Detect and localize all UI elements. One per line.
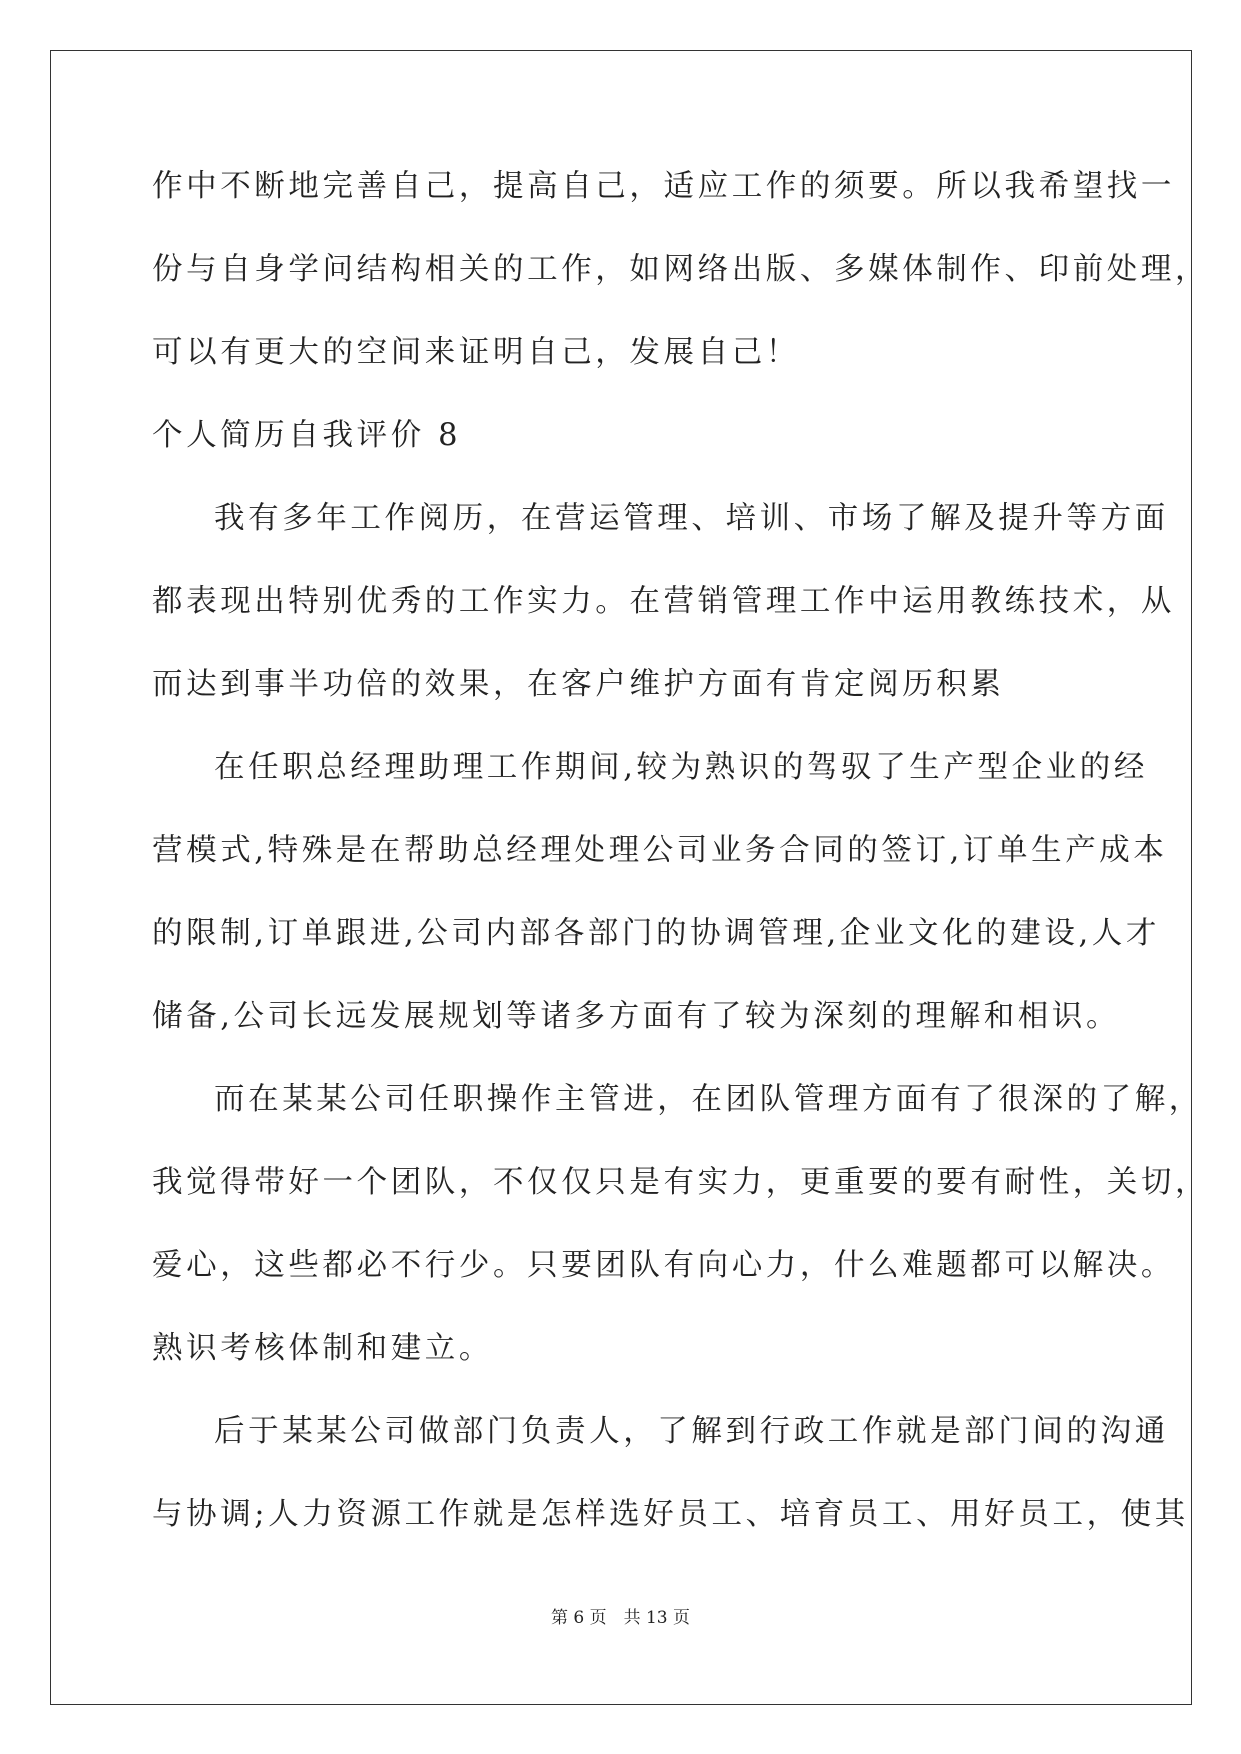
body-line: 作中不断地完善自己，提高自己，适应工作的须要。所以我希望找一 (152, 169, 1175, 204)
body-line: 熟识考核体制和建立。 (152, 1331, 493, 1366)
document-body (152, 165, 1210, 1576)
section-heading: 个人简历自我评价 8 (152, 418, 462, 453)
body-line: 的限制,订单跟进,公司内部各部门的协调管理,企业文化的建设,人才 (152, 916, 1160, 951)
paragraph-first-line: 而在某某公司任职操作主管进，在团队管理方面有了很深的了解， (214, 1082, 1203, 1117)
body-line: 与协调;人力资源工作就是怎样选好员工、培育员工、用好员工，使其 (152, 1497, 1189, 1532)
body-line: 而达到事半功倍的效果，在客户维护方面有肯定阅历积累 (152, 667, 1005, 702)
body-line: 储备,公司长远发展规划等诸多方面有了较为深刻的理解和相识。 (152, 999, 1121, 1034)
paragraph-first-line: 在任职总经理助理工作期间,较为熟识的驾驭了生产型企业的经 (214, 750, 1148, 785)
body-line: 可以有更大的空间来证明自己，发展自己！ (152, 335, 800, 370)
body-line: 都表现出特别优秀的工作实力。在营销管理工作中运用教练技术，从 (152, 584, 1175, 619)
body-line: 营模式,特殊是在帮助总经理处理公司业务合同的签订,订单生产成本 (152, 833, 1168, 868)
paragraph-first-line: 我有多年工作阅历，在营运管理、培训、市场了解及提升等方面 (214, 501, 1169, 536)
body-line: 爱心，这些都必不行少。只要团队有向心力，什么难题都可以解决。 (152, 1248, 1175, 1283)
paragraph-first-line: 后于某某公司做部门负责人，了解到行政工作就是部门间的沟通 (214, 1414, 1169, 1449)
page-footer: 第 6 页 共 13 页 (550, 1608, 691, 1628)
body-line: 我觉得带好一个团队，不仅仅只是有实力，更重要的要有耐性，关切， (152, 1165, 1210, 1200)
body-line: 份与自身学问结构相关的工作，如网络出版、多媒体制作、印前处理， (152, 252, 1210, 287)
